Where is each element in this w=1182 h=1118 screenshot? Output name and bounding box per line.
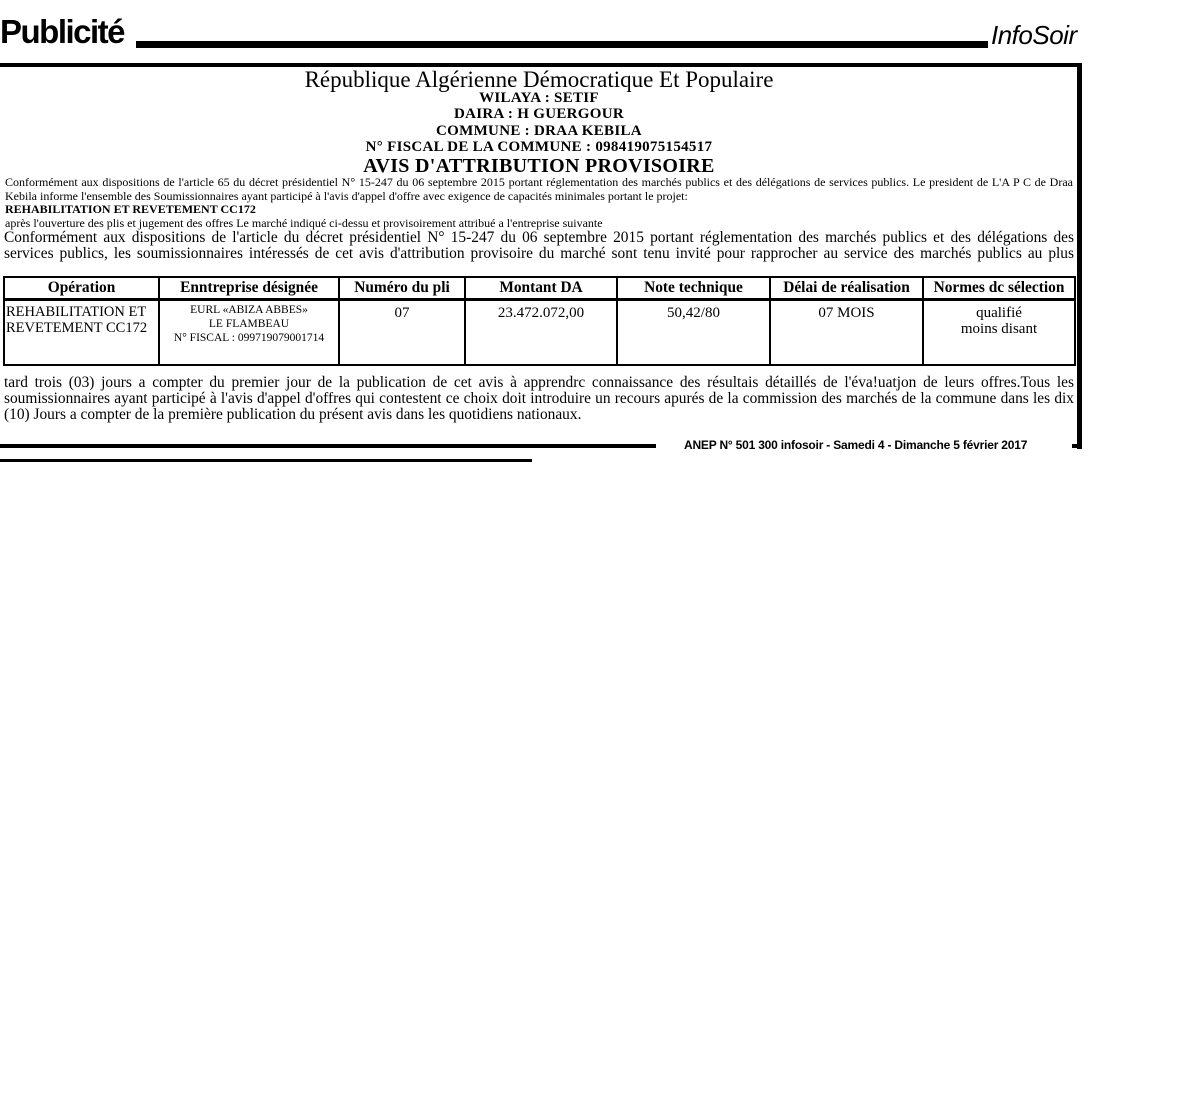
commune-line: COMMUNE : DRAA KEBILA: [436, 123, 642, 139]
attribution-table: [3, 276, 1076, 366]
company-fiscal: N° FISCAL : 099719079001714: [173, 332, 325, 344]
company-brand: LE FLAMBEAU: [208, 318, 290, 330]
cell-company: [159, 300, 339, 366]
conformity-paragraph: Conformément aux dispositions de l'article du décret présidentiel N° 15-247 du 06 septembre 2015 portant réglementation des marchés publics et des délégations des services publics, les soumissionnaires intéressés de cet avis d'attribution provisoire du marché sont tenu invité pour rapprocher au service des marchés publics au plus: [4, 229, 1074, 262]
cell-operation: REHABILITATION ET REVETEMENT CC172: [4, 300, 159, 366]
header-note-technique: Note technique: [617, 277, 770, 300]
attribution-statement: après l'ouverture des plis et jugement des offres Le marché indiqué ci-dessu et provisoirement attribué a l'entreprise suivante: [5, 216, 603, 230]
notice-title: AVIS D'ATTRIBUTION PROVISOIRE: [363, 155, 715, 177]
cell-numero-pli: 07: [339, 300, 465, 366]
normes-line-2: moins disant: [960, 321, 1038, 337]
fiscal-number-line: N° FISCAL DE LA COMMUNE : 098419075154517: [365, 139, 713, 155]
brand-logo: InfoSoir: [991, 20, 1077, 50]
section-title: Publicité: [0, 13, 125, 50]
header-normes: Normes dc sélection: [923, 277, 1075, 300]
header-numero-pli: Numéro du pli: [339, 277, 465, 300]
republic-heading: République Algérienne Démocratique Et Populaire: [304, 67, 774, 92]
intro-paragraph: Conformément aux dispositions de l'article 65 du décret présidentiel N° 15-247 du 06 septembre 2015 portant réglementation des marchés publics et des délégations de services publics. Le president de L'A P C de Draa Kebila informe l'ensemble des Soumissionnaires ayant participé à l'avis d'appel d'offre avec exigence de capacités minimales portant le projet:: [5, 175, 1073, 203]
header-company: Enntreprise désignée: [159, 277, 339, 300]
ad-frame-corner: [1072, 444, 1082, 448]
separator-rule: [0, 459, 532, 462]
cell-delai: 07 MOIS: [770, 300, 923, 366]
cell-montant: 23.472.072,00: [465, 300, 617, 366]
header-rule: [136, 41, 988, 48]
table-row: [4, 300, 1075, 366]
closing-paragraph: tard trois (03) jours a compter du premier jour de la publication de cet avis à apprendrc connaissance des résultais détaillés de l'éva!uatjon de leurs offres.Tous les soumissionnaires ayant participé à l'avis d'appel d'offres qui contestent ce choix doit introduire un recours apurés de la commission des marchés de la commune dans les dix (10) Jours a compter de la première publication du présent avis dans les quotidiens nationaux.: [4, 374, 1074, 423]
daira-line: DAIRA : H GUERGOUR: [454, 106, 624, 122]
header-operation: Opération: [4, 277, 159, 300]
normes-line-1: qualifié: [976, 305, 1022, 321]
cell-note-technique: 50,42/80: [617, 300, 770, 366]
ad-frame-bottom: [0, 444, 656, 448]
company-name: EURL «ABIZA ABBES»: [190, 304, 308, 316]
cell-normes: [923, 300, 1075, 366]
wilaya-line: WILAYA : SETIF: [479, 90, 599, 106]
table-header-row: [4, 277, 1075, 300]
header-montant: Montant DA: [465, 277, 617, 300]
header-delai: Délai de réalisation: [770, 277, 923, 300]
project-name: REHABILITATION ET REVETEMENT CC172: [5, 202, 256, 216]
anep-reference: ANEP N° 501 300 infosoir - Samedi 4 - Dimanche 5 février 2017: [684, 438, 1028, 452]
